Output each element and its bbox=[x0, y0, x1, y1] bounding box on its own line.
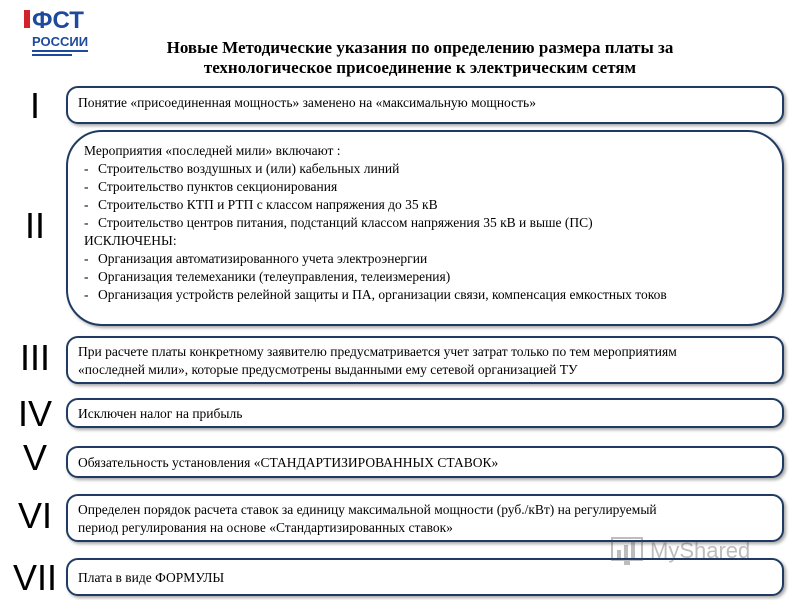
numeral-i: I bbox=[29, 85, 40, 126]
section-v-box bbox=[66, 446, 784, 478]
title-line2: технологическое присоединение к электрическим сетям bbox=[203, 58, 637, 77]
section-v-text: Обязательность установления «СТАНДАРТИЗИРОВАННЫХ СТАВОК» bbox=[78, 455, 499, 470]
logo-line1: ФСТ bbox=[32, 7, 84, 34]
section-vii-text: Плата в виде ФОРМУЛЫ bbox=[78, 570, 225, 585]
section-i-text: Понятие «присоединенная мощность» заменено на «максимальную мощность» bbox=[78, 95, 536, 110]
section-iii-line1: При расчете платы конкретному заявителю предусматривается учет затрат только по тем мероприятиям bbox=[78, 344, 677, 359]
numeral-vii: VII bbox=[12, 557, 57, 598]
list-item: - Строительство центров питания, подстанций классом напряжения 35 кВ и выше (ПС) bbox=[84, 215, 593, 230]
section-ii-box bbox=[66, 130, 784, 326]
excluded-label: ИСКЛЮЧЕНЫ: bbox=[84, 233, 177, 248]
section-iv-text: Исключен налог на прибыль bbox=[78, 406, 243, 421]
numeral-iii: III bbox=[19, 337, 50, 378]
numeral-ii: II bbox=[24, 205, 45, 246]
numeral-vi: VI bbox=[17, 495, 52, 536]
list-item: - Строительство КТП и РТП с классом напряжения до 35 кВ bbox=[84, 197, 438, 212]
logo-line2: РОССИИ bbox=[32, 34, 89, 49]
watermark-text: MyShared bbox=[650, 538, 751, 563]
numeral-iv: IV bbox=[17, 393, 52, 434]
excluded-list bbox=[84, 250, 766, 304]
section-ii-intro: Мероприятия «последней мили» включают : bbox=[84, 143, 341, 158]
list-item: - Строительство пунктов секционирования bbox=[84, 179, 338, 194]
included-list bbox=[84, 160, 766, 232]
section-vi-line2: период регулирования на основе «Стандартизированных ставок» bbox=[78, 520, 453, 535]
section-iii-line2: «последней мили», которые предусмотрены выданными ему сетевой организацией ТУ bbox=[78, 362, 578, 377]
numeral-v: V bbox=[22, 437, 47, 478]
section-vi-line1: Определен порядок расчета ставок за единицу максимальной мощности (руб./кВт) на регулируемый bbox=[78, 502, 657, 517]
fst-logo bbox=[6, 0, 94, 66]
chart-icon bbox=[610, 536, 644, 566]
page-title bbox=[100, 38, 740, 78]
title-line1: Новые Методические указания по определению размера платы за bbox=[166, 38, 674, 57]
list-item: - Организация автоматизированного учета электроэнергии bbox=[84, 251, 428, 266]
section-iii-box bbox=[66, 336, 784, 384]
section-i-box bbox=[66, 86, 784, 124]
watermark bbox=[610, 534, 780, 568]
list-item: - Организация телемеханики (телеуправления, телеизмерения) bbox=[84, 269, 451, 284]
section-iv-box bbox=[66, 398, 784, 428]
list-item: - Организация устройств релейной защиты и ПА, организации связи, компенсация емкостных токов bbox=[84, 287, 667, 302]
list-item: - Строительство воздушных и (или) кабельных линий bbox=[84, 161, 400, 176]
